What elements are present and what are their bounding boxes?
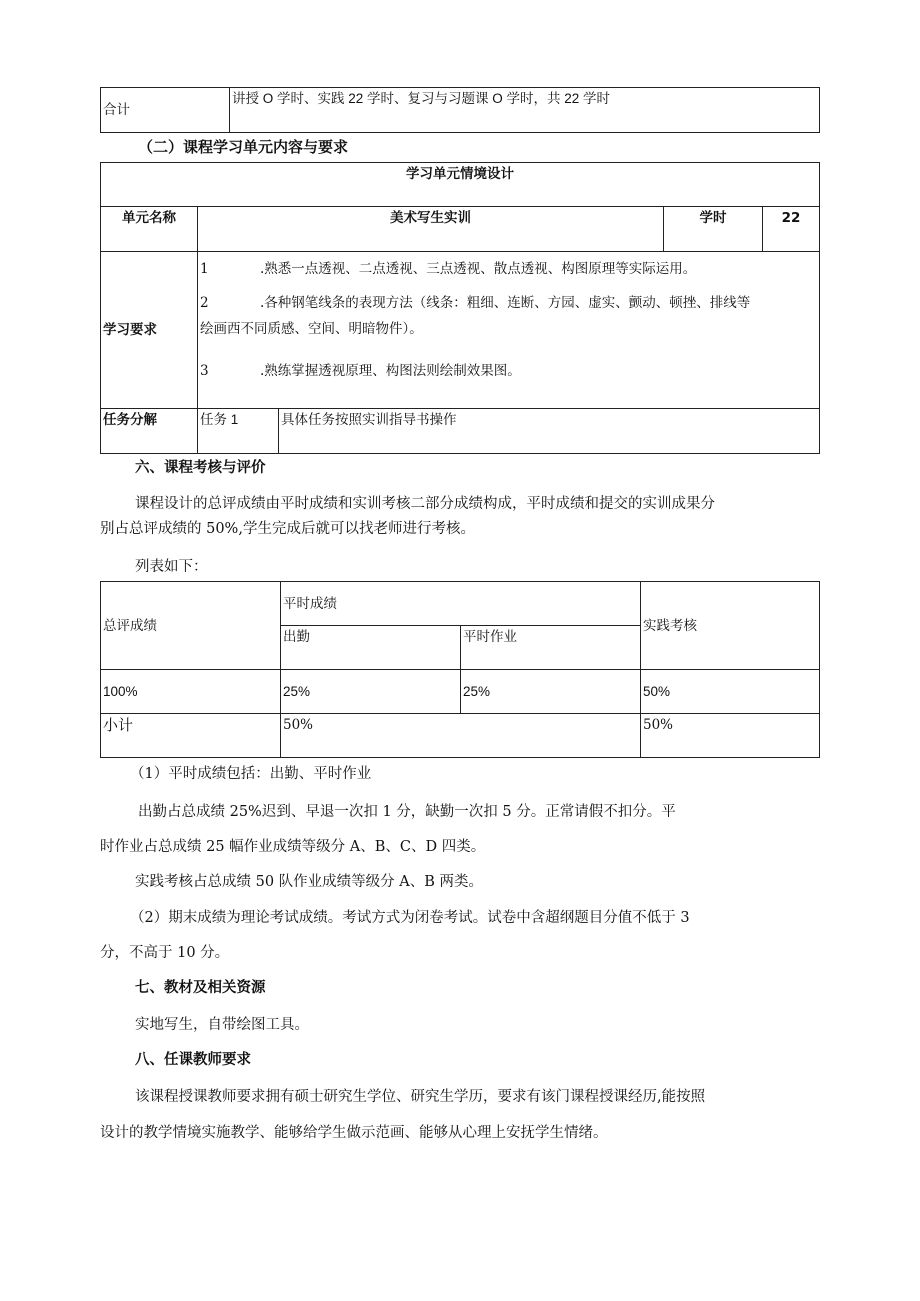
attendance-label: 出勤 — [281, 626, 461, 670]
unit-table-title: 学习单元情境设计 — [101, 163, 820, 207]
section6-para-line2: 别占总评成绩的 50%,学生完成后就可以找老师进行考核。 — [100, 521, 475, 537]
grade-practice-cell: 50% — [641, 670, 820, 714]
requirements-list — [198, 252, 820, 409]
section8-line1: 该课程授课教师要求拥有硕士研究生学位、研究生学历，要求有该门课程授课经历,能按照 — [135, 1089, 706, 1105]
hours-value: 22 — [763, 207, 820, 252]
requirements-label: 学习要求 — [101, 252, 198, 409]
note1-line3: 实践考核占总成绩 50 队作业成绩等级分 A、B 两类。 — [135, 874, 484, 890]
section7-title: 七、教材及相关资源 — [135, 980, 266, 996]
total-grade-label: 总评成绩 — [101, 582, 281, 670]
note2-line1: （2）期末成绩为理论考试成绩。考试方式为闭卷考试。试卷中含超纲题目分值不低于 3 — [130, 910, 690, 926]
note1-line2: 时作业占总成绩 25 幅作业成绩等级分 A、B、C、D 四类。 — [100, 839, 486, 855]
grade-homework-cell: 25% — [461, 670, 641, 714]
requirement-number: 1 — [200, 261, 209, 277]
homework-label: 平时作业 — [461, 626, 641, 670]
grade-total-cell: 100% — [101, 670, 281, 714]
task-description: 具体任务按照实训指导书操作 — [279, 409, 820, 454]
unit-name-label: 单元名称 — [101, 207, 198, 252]
requirement-number: 2 — [200, 295, 209, 311]
section6-title: 六、课程考核与评价 — [135, 460, 266, 476]
usual-grade-label: 平时成绩 — [281, 582, 641, 626]
requirement-text: .熟练掌握透视原理、构图法则绘制效果图。 — [260, 363, 521, 379]
hours-label: 学时 — [664, 207, 763, 252]
practice-label: 实践考核 — [641, 582, 820, 670]
subtotal-usual: 50% — [281, 714, 641, 758]
section6-para-line1: 课程设计的总评成绩由平时成绩和实训考核二部分成绩构成，平时成绩和提交的实训成果分 — [135, 496, 715, 512]
note1-title: （1）平时成绩包括：出勤、平时作业 — [130, 766, 372, 782]
subtotal-practice: 50% — [641, 714, 820, 758]
total-hours-table — [100, 87, 820, 133]
requirement-number: 3 — [200, 363, 209, 379]
grade-attendance-cell: 25% — [281, 670, 461, 714]
note1-line1: 出勤占总成绩 25%迟到、早退一次扣 1 分，缺勤一次扣 5 分。正常请假不扣分。平 — [138, 804, 676, 820]
unit-design-table — [100, 162, 820, 409]
section8-line2: 设计的教学情境实施教学、能够给学生做示范画、能够从心理上安抚学生情绪。 — [100, 1125, 608, 1141]
section8-title: 八、任课教师要求 — [135, 1052, 251, 1068]
requirement-text-continued: 绘画西不同质感、空间、明暗物件）。 — [200, 321, 423, 337]
task-label: 任务分解 — [101, 409, 198, 454]
total-value: 讲授 O 学时、实践 22 学时、复习与习题课 O 学时，共 22 学时 — [230, 88, 820, 133]
requirement-item — [200, 260, 817, 278]
section7-text: 实地写生，自带绘图工具。 — [135, 1017, 309, 1033]
subtotal-label: 小计 — [101, 714, 281, 758]
task-name: 任务 1 — [198, 409, 279, 454]
unit-heading: （二）课程学习单元内容与要求 — [138, 138, 349, 156]
unit-name-value: 美术写生实训 — [198, 207, 664, 252]
task-table — [100, 408, 820, 454]
total-label: 合计 — [101, 88, 230, 133]
requirement-text: .熟悉一点透视、二点透视、三点透视、散点透视、构图原理等实际运用。 — [260, 261, 697, 277]
grade-table — [100, 581, 820, 758]
list-intro: 列表如下： — [135, 559, 208, 575]
requirement-item — [200, 294, 817, 312]
requirement-text: .各种钢笔线条的表现方法（线条：粗细、连断、方园、虚实、颤动、顿挫、排线等 — [260, 295, 751, 311]
requirement-item — [200, 362, 817, 380]
note2-line2: 分，不高于 10 分。 — [100, 945, 230, 961]
